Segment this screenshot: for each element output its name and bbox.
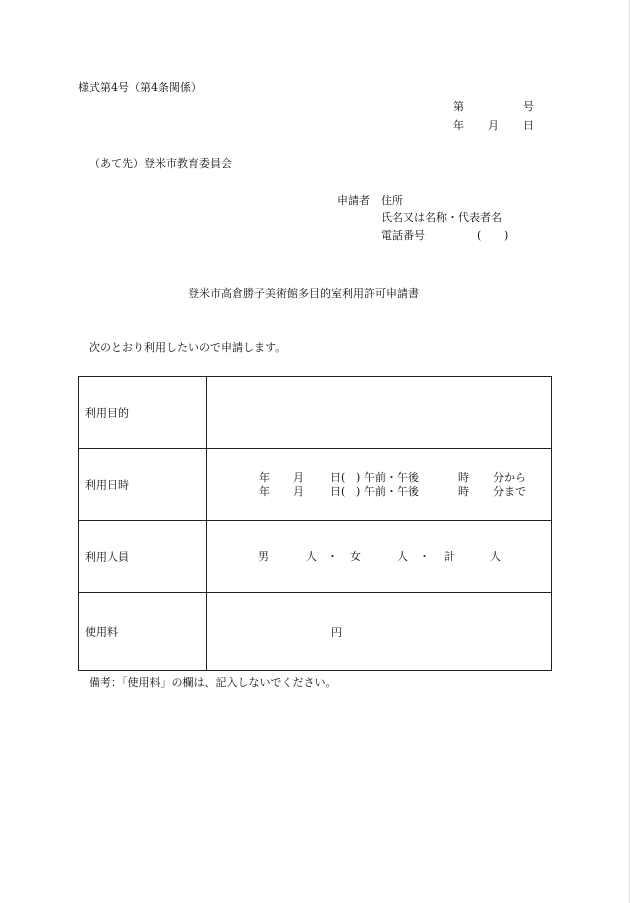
to-paren-close: ) bbox=[356, 485, 361, 498]
to-ampm: 午前・午後 bbox=[364, 485, 419, 498]
to-year: 年 bbox=[259, 485, 270, 498]
note-text: 備考：「使用料」の欄は、記入しないでください。 bbox=[89, 676, 337, 689]
people-female-unit: 人 bbox=[397, 550, 408, 563]
date-day-label: 日 bbox=[523, 119, 534, 132]
people-female-label: 女 bbox=[350, 550, 361, 563]
date-month-label: 月 bbox=[488, 119, 499, 132]
date-year-label: 年 bbox=[453, 119, 464, 132]
from-paren-close: ) bbox=[356, 471, 361, 484]
from-day: 日( bbox=[330, 471, 346, 484]
phone-paren-close: ) bbox=[504, 229, 509, 242]
fee-label: 使用料 bbox=[85, 625, 118, 638]
applicant-name-label: 氏名又は名称・代表者名 bbox=[381, 211, 502, 224]
table-row-fee bbox=[79, 593, 551, 670]
from-year: 年 bbox=[259, 471, 270, 484]
intro-text: 次のとおり利用したいので申請します。 bbox=[89, 341, 287, 354]
fee-unit: 円 bbox=[331, 626, 342, 639]
people-male-unit: 人 bbox=[306, 550, 317, 563]
purpose-label: 利用目的 bbox=[85, 406, 129, 419]
datetime-label: 利用日時 bbox=[85, 478, 129, 491]
to-minute: 分まで bbox=[493, 485, 526, 498]
to-month: 月 bbox=[293, 485, 304, 498]
phone-paren-open: ( bbox=[477, 229, 482, 242]
applicant-phone-label: 電話番号 bbox=[381, 229, 425, 242]
people-total-unit: 人 bbox=[490, 550, 501, 563]
people-separator-2: ・ bbox=[419, 550, 430, 563]
people-total-label: 計 bbox=[444, 550, 455, 563]
datetime-value-cell bbox=[207, 449, 551, 520]
purpose-value-cell bbox=[207, 377, 551, 448]
addressee: （あて先）登米市教育委員会 bbox=[89, 157, 232, 170]
document-title: 登米市高倉勝子美術館多目的室利用許可申請書 bbox=[188, 287, 419, 300]
application-table bbox=[78, 376, 552, 671]
table-row-people bbox=[79, 521, 551, 593]
fee-value-cell bbox=[207, 593, 551, 670]
people-value-cell bbox=[207, 521, 551, 592]
to-hour: 時 bbox=[458, 485, 469, 498]
applicant-label: 申請者 bbox=[337, 194, 370, 207]
from-hour: 時 bbox=[458, 471, 469, 484]
people-male-label: 男 bbox=[258, 550, 269, 563]
from-minute: 分から bbox=[493, 471, 526, 484]
from-month: 月 bbox=[293, 471, 304, 484]
applicant-address-label: 住所 bbox=[381, 194, 403, 207]
people-label: 利用人員 bbox=[85, 550, 129, 563]
form-number: 様式第4号（第4条関係） bbox=[78, 81, 202, 94]
from-ampm: 午前・午後 bbox=[364, 471, 419, 484]
table-row-datetime bbox=[79, 449, 551, 521]
table-row-purpose bbox=[79, 377, 551, 449]
doc-number-prefix: 第 bbox=[453, 100, 464, 113]
people-separator-1: ・ bbox=[327, 550, 338, 563]
to-day: 日( bbox=[330, 485, 346, 498]
doc-number-suffix: 号 bbox=[523, 100, 534, 113]
